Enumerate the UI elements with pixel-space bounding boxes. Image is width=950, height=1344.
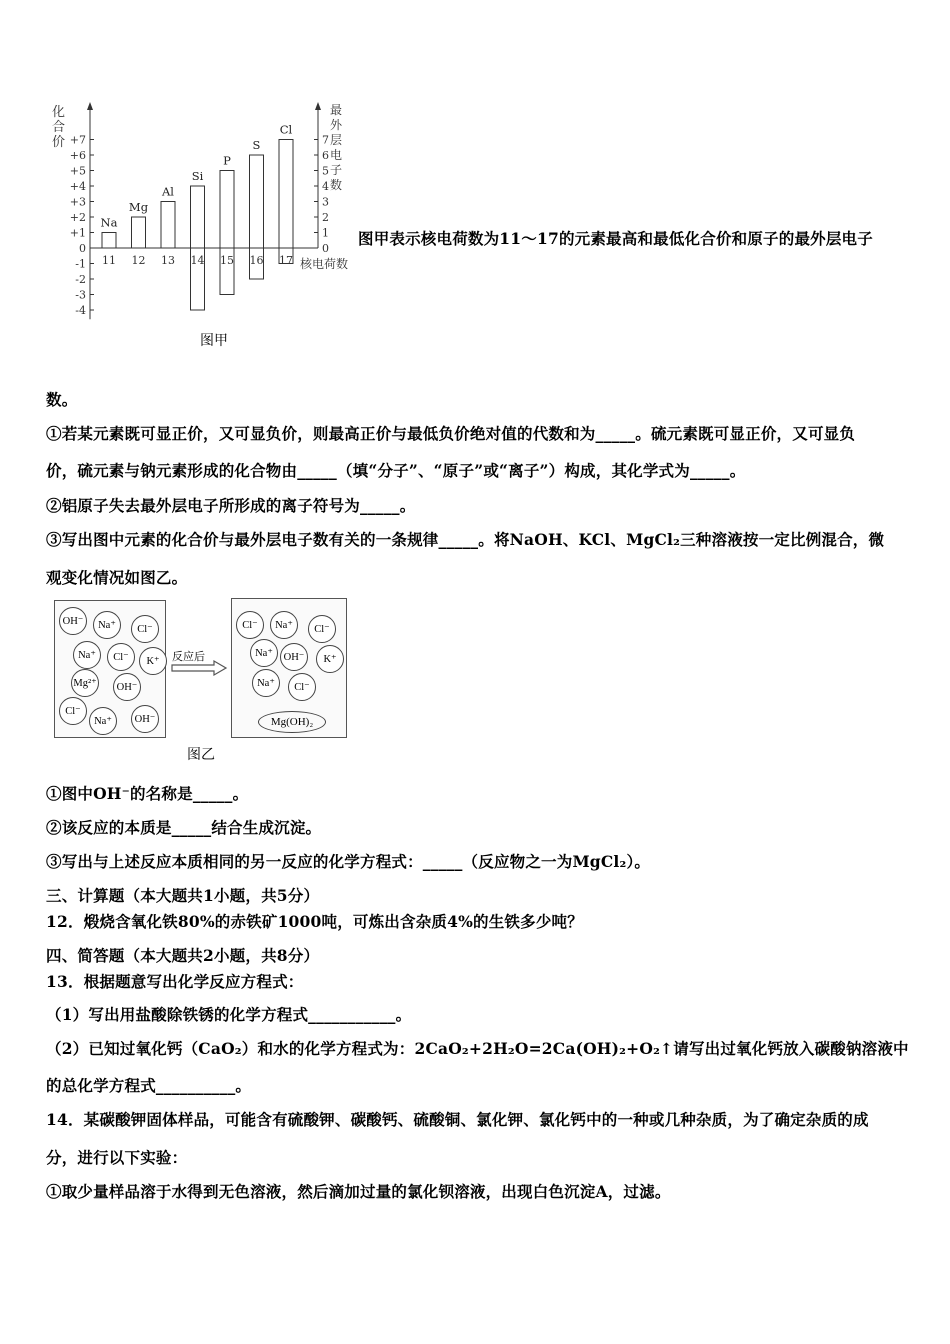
text-line: 价，硫元素与钠元素形成的化合物由_____（填“分子”、“原子”或“离子”）构成，其化学式为_____。 (46, 461, 746, 480)
right-axis-label: 最 (330, 103, 343, 117)
element-label: Si (191, 169, 204, 183)
right-tick-label: 6 (322, 149, 329, 162)
left-axis-label: 价 (52, 135, 66, 150)
right-tick-label: 4 (322, 180, 329, 193)
fig1-caption: 图甲 (200, 333, 228, 349)
ion-particle: OH⁻ (59, 607, 87, 635)
ion-particle: Na⁺ (73, 641, 101, 669)
ion-particle: Cl⁻ (131, 615, 159, 643)
question-12: 12．煅烧含氧化铁80%的赤铁矿1000吨，可炼出含杂质4%的生铁多少吨？ (46, 912, 583, 931)
element-label: Al (162, 184, 174, 199)
right-axis-label: 子 (330, 163, 343, 177)
reaction-arrow (170, 648, 228, 678)
section-heading: 三、计算题（本大题共1小题，共5分） (46, 886, 320, 905)
left-tick-label: +1 (69, 226, 86, 240)
nuclear-charge-label: 17 (279, 254, 293, 267)
text-line: （2）已知过氧化钙（CaO₂）和水的化学方程式为：2CaO₂+2H₂O=2Ca(OH)₂+O₂↑请写出过氧化钙放入碳酸钠溶液中 (46, 1039, 909, 1058)
section-heading: 四、简答题（本大题共2小题，共8分） (46, 946, 320, 965)
ion-particle: Cl⁻ (308, 615, 336, 643)
ion-particle: Na⁺ (250, 639, 278, 667)
nuclear-charge-label: 12 (131, 254, 146, 267)
ion-particle: Na⁺ (270, 611, 298, 639)
text-line: （1）写出用盐酸除铁锈的化学方程式___________。 (46, 1005, 412, 1024)
right-tick-label: 0 (322, 242, 329, 255)
question-14: 14．某碳酸钾固体样品，可能含有硫酸钾、碳酸钙、硫酸铜、氯化钾、氯化钙中的一种或几种杂质，为了确定杂质的成 (46, 1110, 869, 1129)
text-line: 的总化学方程式__________。 (46, 1076, 252, 1095)
text-line: ③写出与上述反应本质相同的另一反应的化学方程式：_____（反应物之一为MgCl₂）。 (46, 852, 651, 871)
ion-particle: OH⁻ (280, 643, 308, 671)
valence-chart (50, 98, 360, 348)
element-label: P (223, 153, 231, 168)
right-tick-label: 1 (322, 226, 329, 240)
ion-particle: K⁺ (139, 647, 167, 675)
arrow-label: 反应后 (172, 650, 205, 663)
left-tick-label: +4 (69, 180, 86, 193)
element-label: Cl (279, 122, 293, 137)
left-tick-label: +3 (69, 195, 86, 209)
text-line: ①若某元素既可显正价，又可显负价，则最高正价与最低负价绝对值的代数和为_____。硫元素既可显正价，又可显负 (46, 424, 856, 443)
ion-particle: K⁺ (316, 645, 344, 673)
before-reaction-box (54, 600, 166, 738)
nuclear-charge-label: 15 (220, 254, 234, 267)
left-tick-label: +5 (69, 164, 86, 178)
ion-particle: Mg²⁺ (71, 669, 99, 697)
valence-bar (132, 217, 146, 248)
left-tick-label: +2 (69, 211, 86, 224)
text-line: ①取少量样品溶于水得到无色溶液，然后滴加过量的氯化钡溶液，出现白色沉淀A，过滤。 (46, 1182, 671, 1201)
left-tick-label: +7 (69, 133, 86, 147)
after-reaction-box (231, 598, 347, 738)
left-tick-label: -3 (75, 288, 86, 302)
left-tick-label: -4 (75, 304, 86, 317)
ion-particle: Na⁺ (252, 669, 280, 697)
right-axis-label: 数 (330, 178, 343, 192)
valence-bar (102, 233, 116, 249)
right-axis-label: 外 (330, 118, 343, 132)
precipitate-label: Mg(OH)₂ (258, 711, 326, 733)
text-line: ②该反应的本质是_____结合生成沉淀。 (46, 818, 322, 837)
text-line: ①图中OH⁻的名称是_____。 (46, 784, 249, 803)
right-tick-label: 2 (322, 211, 329, 224)
nuclear-charge-label: 16 (249, 254, 264, 267)
left-tick-label: -2 (75, 273, 86, 286)
element-label: Mg (128, 200, 149, 214)
text-line: 分，进行以下实验： (46, 1148, 188, 1167)
left-tick-label: +6 (69, 149, 86, 162)
right-axis-arrow (315, 102, 321, 110)
nuclear-charge-label: 13 (161, 254, 175, 267)
right-tick-label: 7 (322, 133, 329, 147)
x-axis-label: 核电荷数 (300, 257, 349, 271)
text-line: 观变化情况如图乙。 (46, 568, 188, 587)
question-13: 13．根据题意写出化学反应方程式： (46, 972, 304, 991)
ion-particle: Cl⁻ (59, 697, 87, 725)
text-line: ③写出图中元素的化合价与最外层电子数有关的一条规律_____。将NaOH、KCl、MgCl₂三种溶液按一定比例混合，微 (46, 530, 885, 549)
ion-particle: Na⁺ (93, 611, 121, 639)
right-axis-label: 层 (330, 133, 343, 147)
valence-bar (161, 202, 175, 249)
arrow-icon (170, 648, 228, 678)
text-line: ②铝原子失去最外层电子所形成的离子符号为_____。 (46, 496, 416, 515)
text-line: 数。 (46, 390, 78, 409)
ion-particle: Cl⁻ (107, 643, 135, 671)
right-tick-label: 3 (322, 195, 329, 209)
valence-bar (220, 171, 234, 295)
right-tick-label: 5 (322, 164, 329, 178)
left-tick-label: 0 (79, 242, 86, 255)
ion-particle: Cl⁻ (288, 673, 316, 701)
ion-particle: OH⁻ (131, 705, 159, 733)
ion-particle: OH⁻ (113, 673, 141, 701)
left-tick-label: -1 (75, 257, 86, 271)
element-label: Na (100, 215, 118, 230)
valence-bar (279, 140, 293, 264)
left-axis-arrow (87, 102, 93, 110)
left-axis-label: 化 (52, 105, 66, 120)
ion-particle: Na⁺ (89, 707, 117, 735)
left-axis-label: 合 (52, 120, 66, 135)
element-label: S (252, 138, 261, 152)
ion-particle: Cl⁻ (236, 611, 264, 639)
fig2-caption: 图乙 (187, 747, 215, 763)
nuclear-charge-label: 11 (102, 254, 116, 267)
right-axis-label: 电 (330, 148, 343, 162)
fig1-description: 图甲表示核电荷数为11～17的元素最高和最低化合价和原子的最外层电子 (358, 229, 873, 248)
nuclear-charge-label: 14 (190, 254, 205, 267)
